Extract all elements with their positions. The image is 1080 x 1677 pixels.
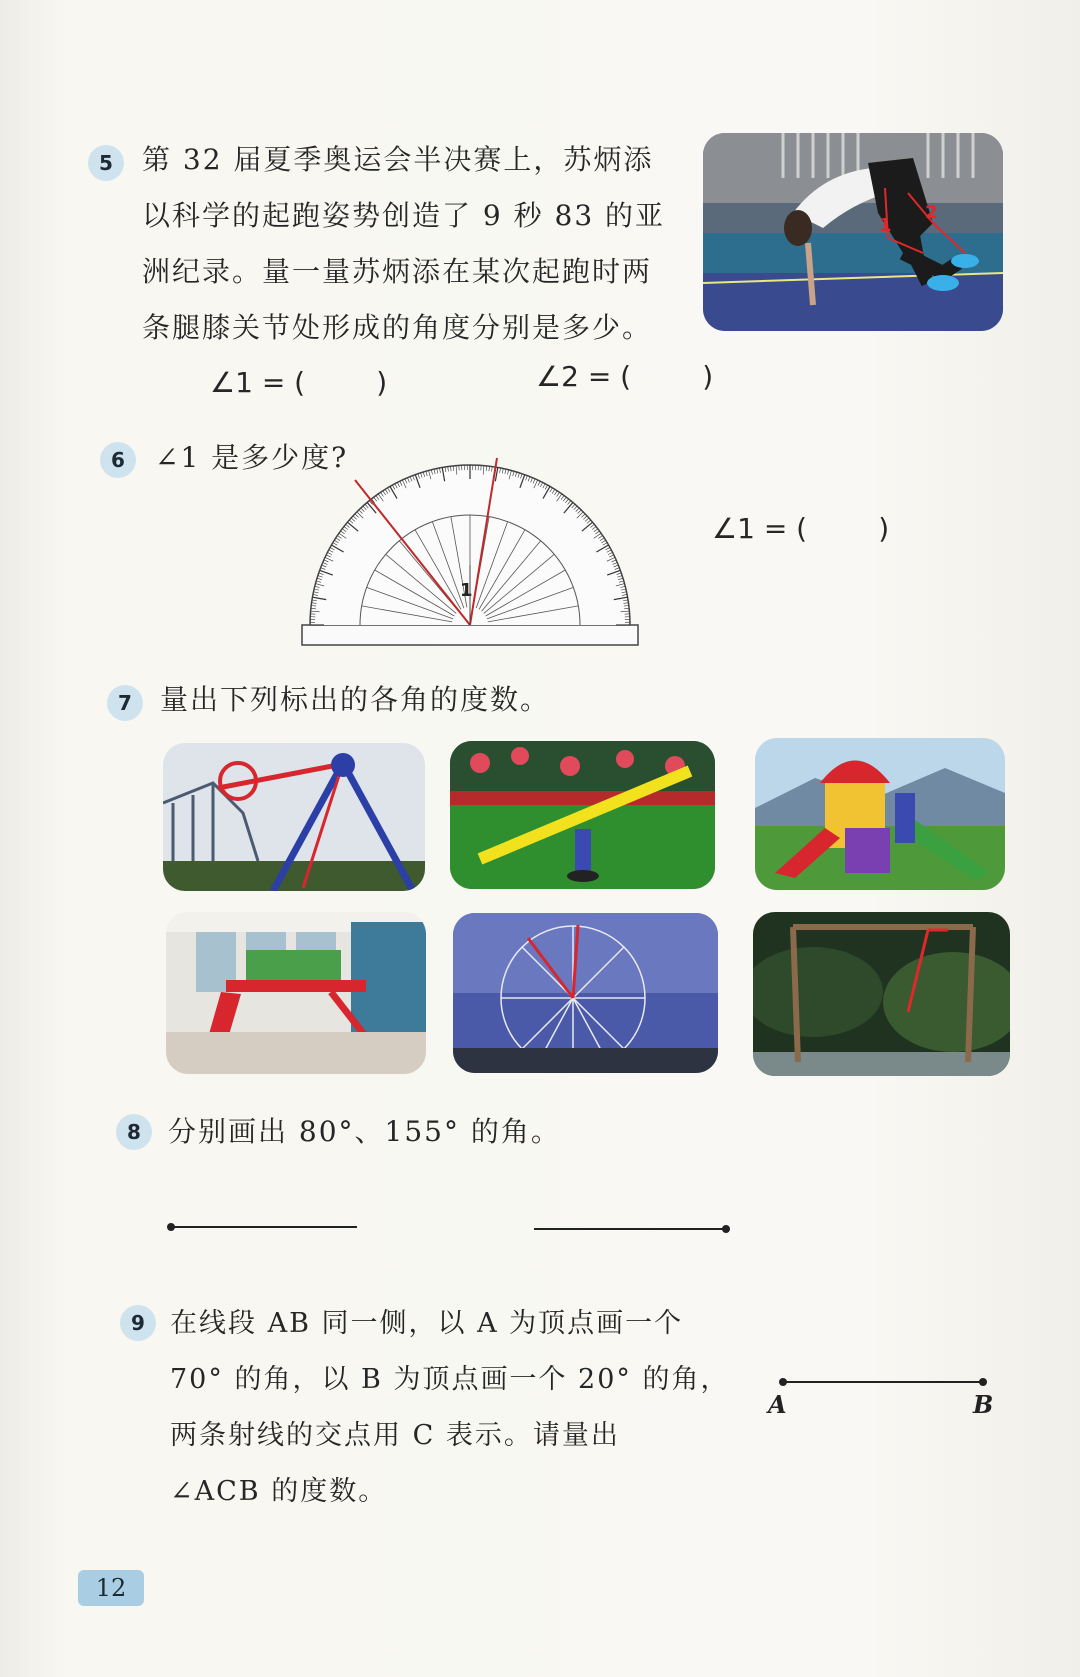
question-5-text — [142, 132, 682, 356]
question-7-text: 量出下列标出的各角的度数。 — [160, 683, 551, 716]
sprinter-start-photo — [703, 133, 1003, 331]
q8-ray-right[interactable] — [532, 1220, 732, 1232]
question-number-5: 5 — [88, 145, 124, 181]
point-a-label: A — [768, 1390, 787, 1419]
playground-slide-photo — [755, 738, 1005, 890]
q5-line-2: 以科学的起跑姿势创造了 9 秒 83 的亚 — [142, 199, 666, 232]
q6-answer-angle-1[interactable]: ∠1 = ( ) — [712, 512, 890, 545]
swing-photo — [753, 912, 1010, 1076]
q5-line-4: 条腿膝关节处形成的角度分别是多少。 — [142, 311, 653, 344]
pendulum-ride-photo — [163, 743, 425, 891]
point-b-label: B — [973, 1390, 994, 1419]
segment-ab[interactable] — [775, 1373, 990, 1385]
question-number-7: 7 — [107, 685, 143, 721]
question-number-6: 6 — [100, 442, 136, 478]
ferris-wheel-photo — [453, 913, 718, 1073]
photo-angle-mark-2: 2 — [925, 202, 938, 223]
q9-line-3: 两条射线的交点用 C 表示。请量出 — [170, 1420, 620, 1451]
question-number-9: 9 — [120, 1305, 156, 1341]
q5-line-1: 第 32 届夏季奥运会半决赛上，苏炳添 — [142, 143, 654, 176]
q5-answer-angle-1[interactable]: ∠1 = ( ) — [210, 366, 388, 399]
question-8-text: 分别画出 80°、155° 的角。 — [168, 1115, 561, 1148]
question-number-8: 8 — [116, 1114, 152, 1150]
q5-answer-angle-2[interactable]: ∠2 = ( ) — [536, 360, 714, 393]
q9-line-2: 70° 的角，以 B 为顶点画一个 20° 的角， — [170, 1364, 730, 1395]
q9-line-4: ∠ACB 的度数。 — [170, 1476, 388, 1507]
q8-ray-left[interactable] — [165, 1218, 360, 1230]
page-number: 12 — [78, 1570, 144, 1606]
seesaw-photo — [450, 741, 715, 889]
photo-angle-mark-1: 1 — [879, 215, 892, 236]
indoor-slide-photo — [166, 912, 426, 1074]
protractor-angle-label: 1 — [460, 580, 473, 601]
question-9-text — [170, 1296, 730, 1520]
q9-line-1: 在线段 AB 同一侧，以 A 为顶点画一个 — [170, 1308, 684, 1339]
protractor-diagram — [300, 455, 640, 655]
question-6-text: ∠1 是多少度? — [155, 441, 349, 474]
q5-line-3: 洲纪录。量一量苏炳添在某次起跑时两 — [142, 255, 653, 288]
